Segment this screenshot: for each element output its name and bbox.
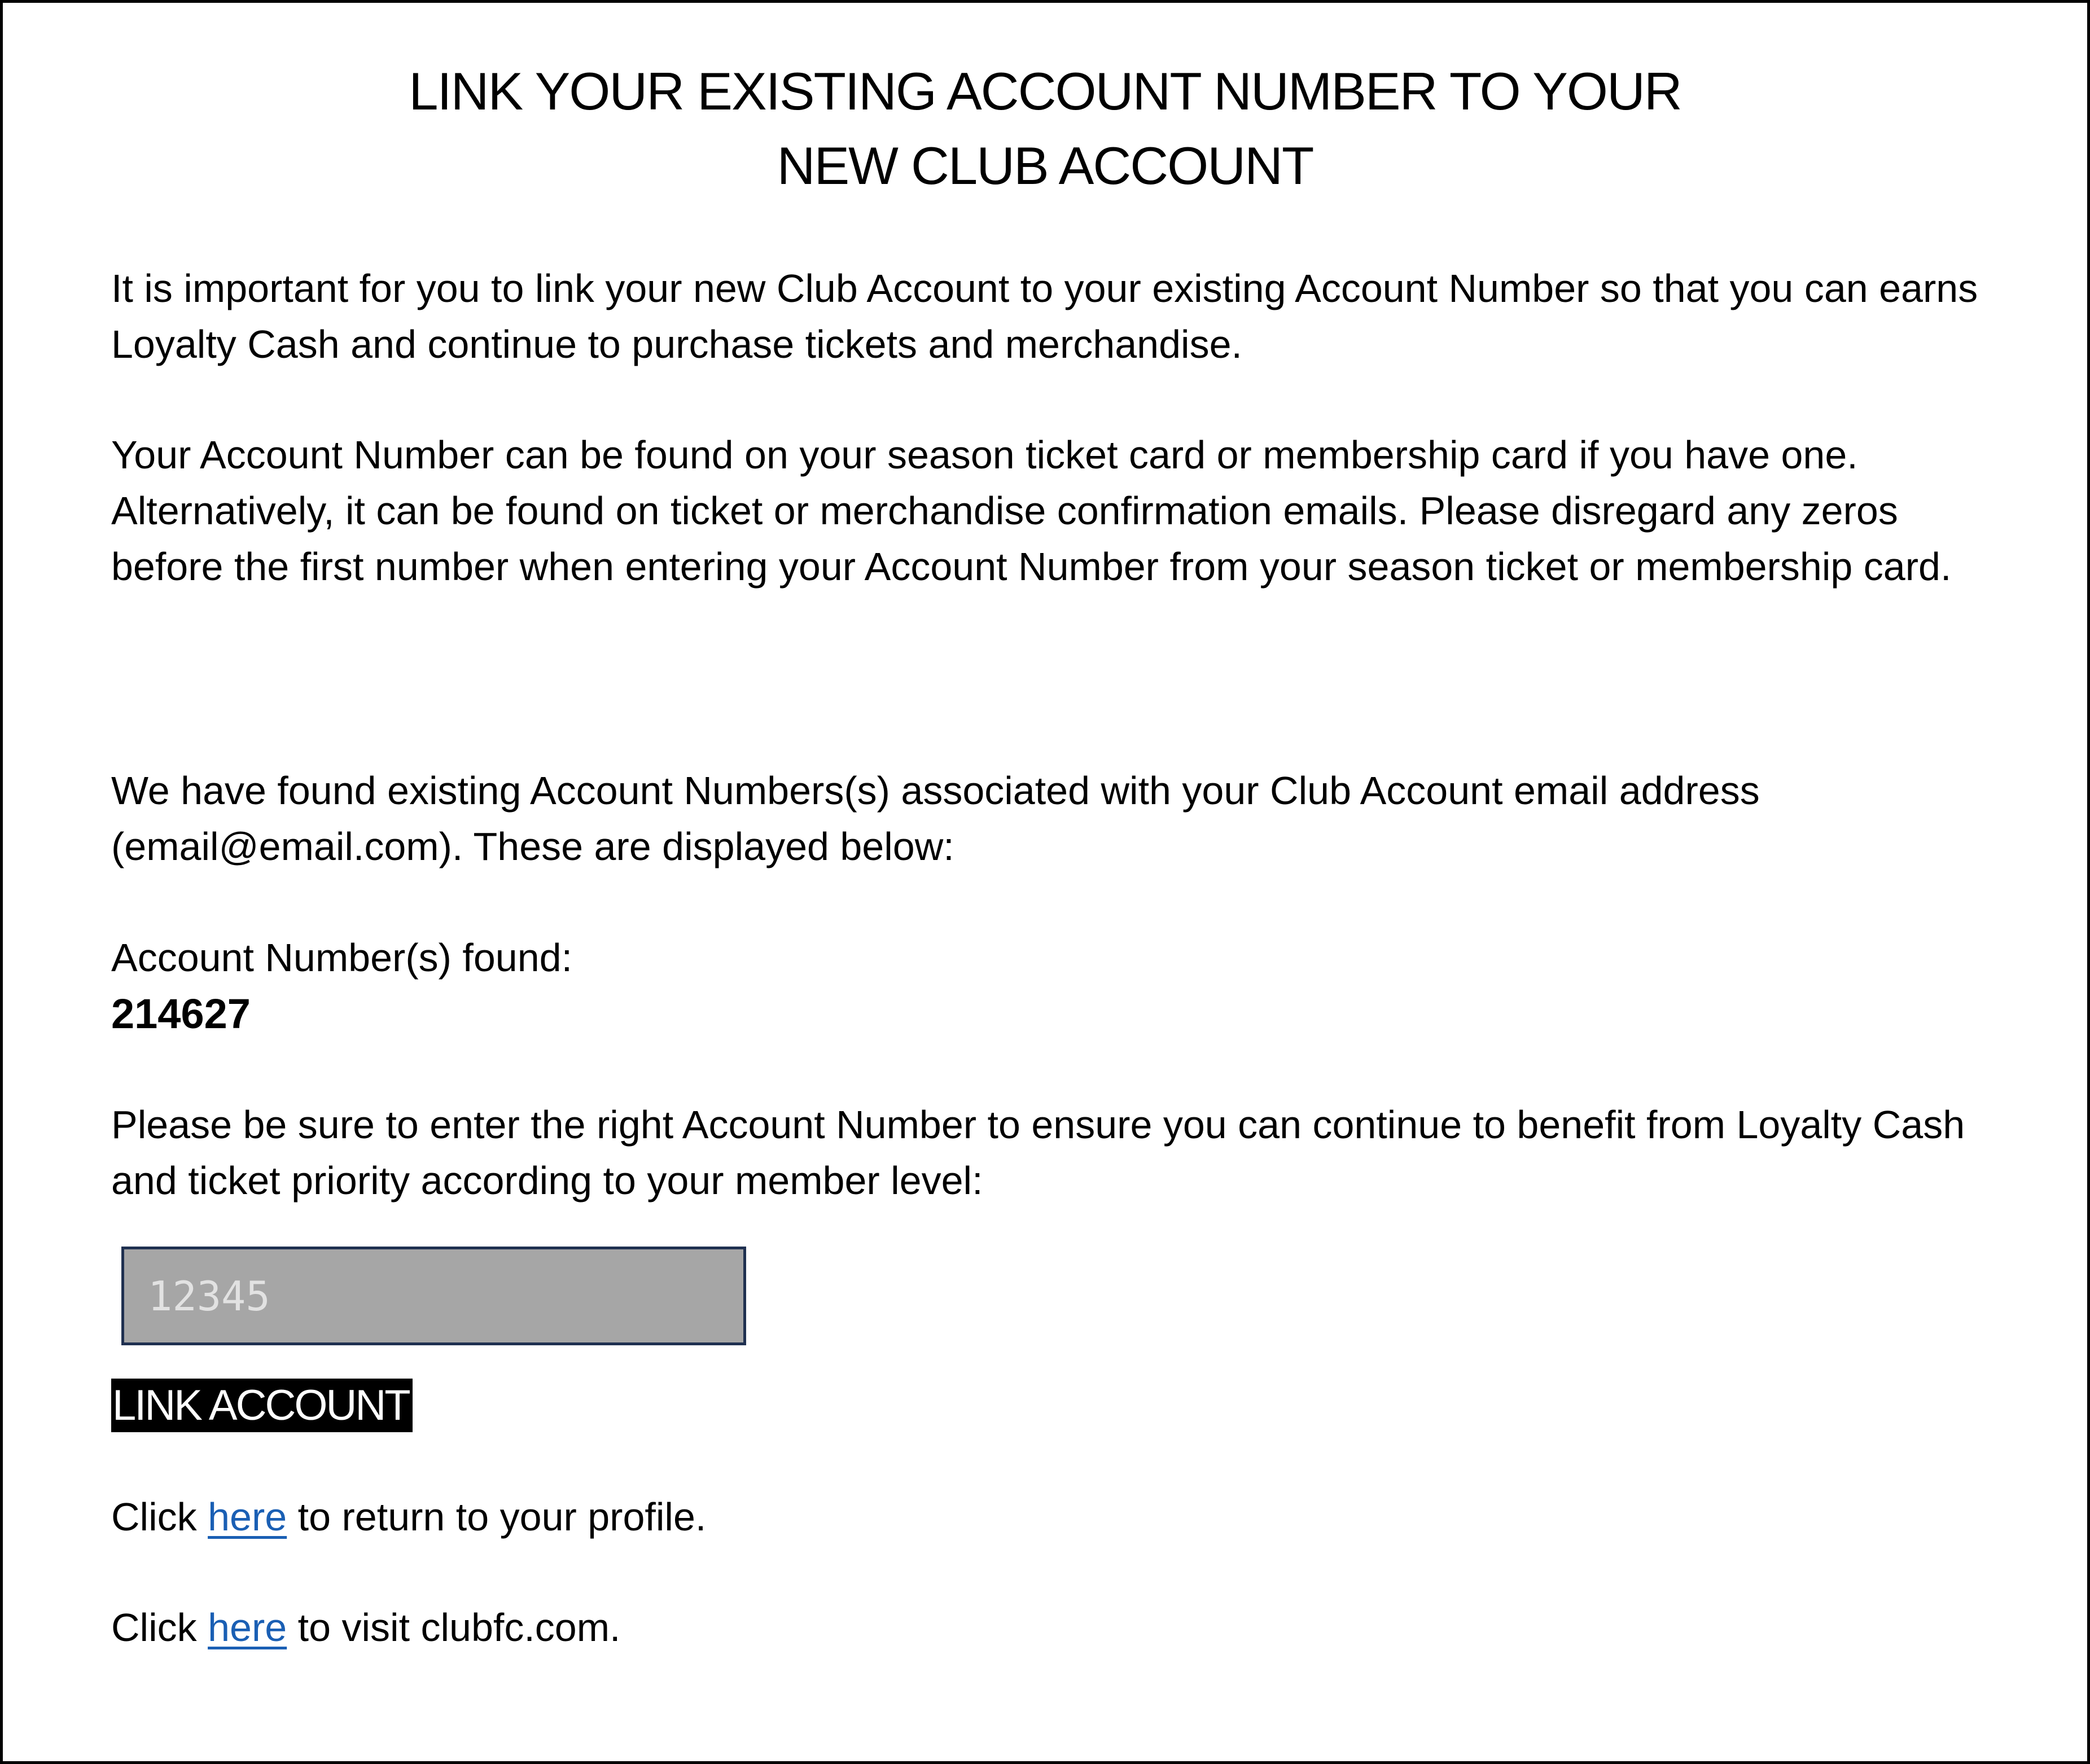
return-to-profile-suffix: to return to your profile.	[297, 1495, 707, 1539]
page-title-line-2: NEW CLUB ACCOUNT	[777, 136, 1313, 195]
visit-site-link[interactable]: here	[208, 1605, 287, 1649]
return-to-profile-line	[111, 1489, 706, 1545]
account-number-input[interactable]	[121, 1247, 746, 1345]
return-to-profile-prefix: Click	[111, 1495, 197, 1539]
intro-paragraph: It is important for you to link your new Club Account to your existing Account Number so that you can earns Loyalty Cash and continue to purchase tickets and merchandise.	[111, 266, 1978, 366]
found-accounts-label: Account Number(s) found:	[111, 936, 573, 980]
visit-site-prefix: Click	[111, 1605, 197, 1649]
link-account-button[interactable]: LINK ACCOUNT	[111, 1379, 413, 1432]
account-number-help-paragraph: Your Account Number can be found on your season ticket card or membership card if you have one. Alternatively, it can be found on ticket or merchandise confirmation emails. Please disregard any zeros before the first number when entering your Account Number from your season ticket or membership card.	[111, 433, 1952, 589]
page-title-line-1: LINK YOUR EXISTING ACCOUNT NUMBER TO YOUR	[409, 62, 1681, 121]
found-account-number: 214627	[111, 990, 251, 1037]
found-accounts-message: We have found existing Account Numbers(s) associated with your Club Account email address (email@email.com). These are displayed below:	[111, 769, 1760, 868]
visit-site-suffix: to visit clubfc.com.	[297, 1605, 621, 1649]
return-to-profile-link[interactable]: here	[208, 1495, 287, 1539]
visit-site-line	[111, 1600, 621, 1656]
form-instruction: Please be sure to enter the right Account Number to ensure you can continue to benefit from Loyalty Cash and ticket priority according to your member level:	[111, 1103, 1965, 1203]
